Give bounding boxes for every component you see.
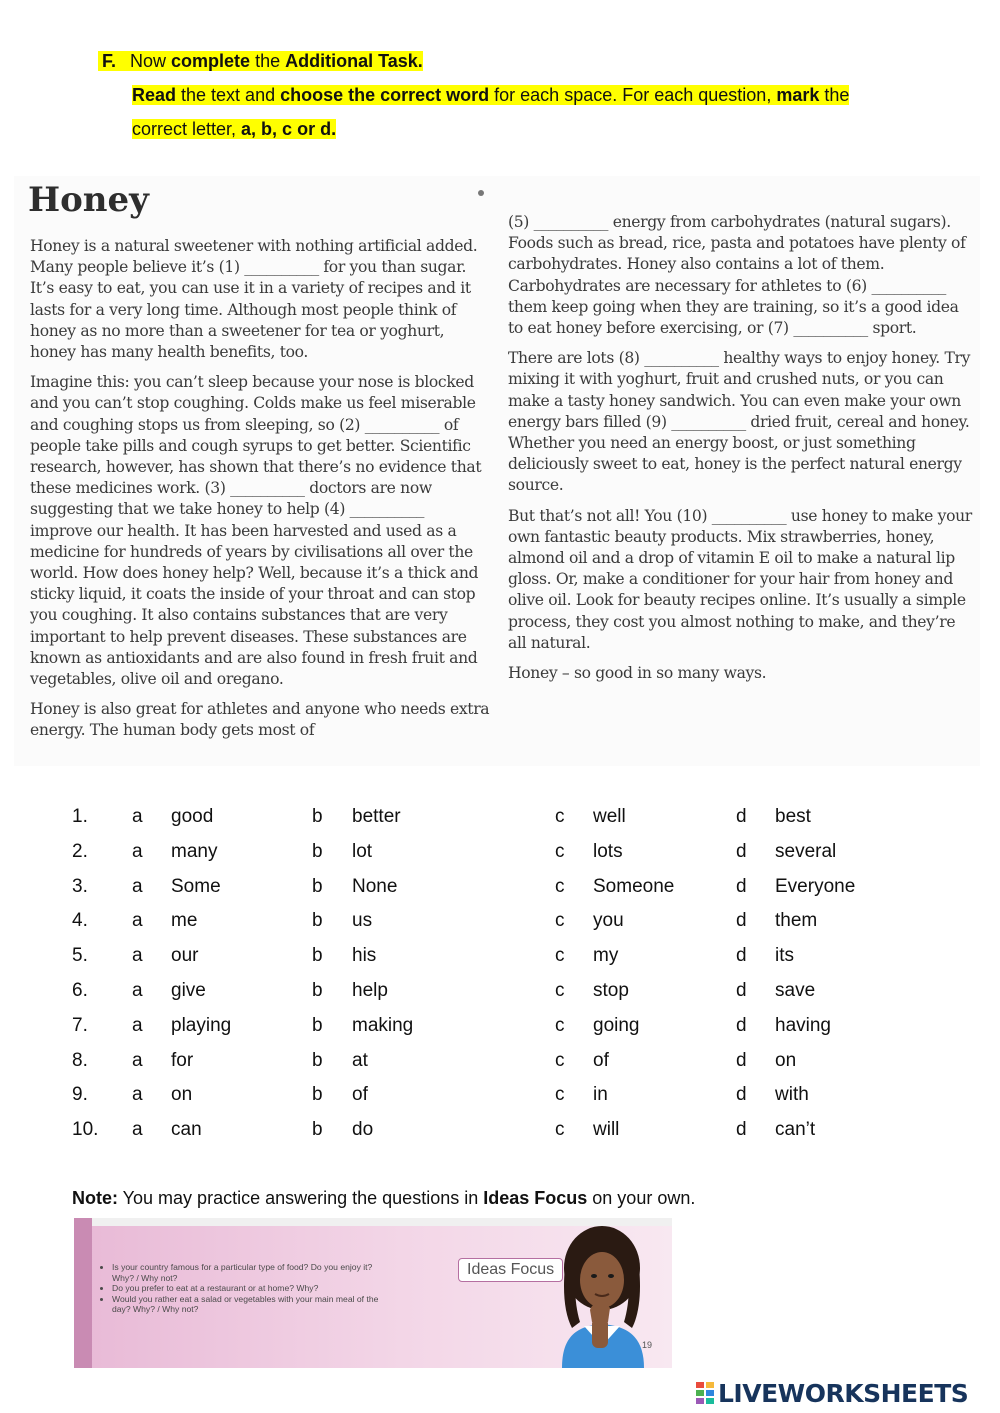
article-paragraph: But that’s not all! You (10) __________ use honey to make your own fantastic beauty products. Mix strawberries, honey, almond oil and a drop of vitamin E oil to make a natural lip gloss. Or, make a conditioner for your hair from honey and olive oil. Look for beauty recipes online. It’s usually a simple process, they cost you almost nothing to make, and they’re all natural. xyxy=(508,506,972,652)
option-letter-d: d xyxy=(736,1119,747,1141)
option-b[interactable]: us xyxy=(352,910,373,932)
question-row xyxy=(72,835,952,870)
ideas-focus-badge: Ideas Focus xyxy=(458,1258,563,1282)
ideas-question: • Is your country famous for a particular type of food? Do you enjoy it? Why? / Why not? xyxy=(112,1262,382,1283)
option-c[interactable]: well xyxy=(593,806,626,827)
option-d[interactable]: save xyxy=(775,979,816,1001)
option-d[interactable]: with xyxy=(775,1084,809,1106)
article-paragraph: Honey is a natural sweetener with nothing artificial added. Many people believe it’s (1) __________ for you than sugar. It’s easy to eat, you can use it in a variety of recipes and it lasts for a very long time. Although most people think of honey as no more than a sweetener for tea or yoghurt, honey has many health benefits, too. xyxy=(30,237,478,362)
option-letter-b: b xyxy=(312,1014,323,1036)
option-c[interactable]: going xyxy=(593,1014,640,1036)
option-letter-a: a xyxy=(132,1014,143,1036)
question-number: 3. xyxy=(72,875,88,897)
option-a[interactable]: on xyxy=(171,1084,193,1106)
option-letter-b: b xyxy=(312,1119,323,1141)
option-letter-d: d xyxy=(736,1014,747,1036)
article-scan xyxy=(14,176,980,766)
note-text: You may practice answering the questions in xyxy=(118,1188,484,1208)
article-paragraph: There are lots (8) __________ healthy ways to enjoy honey. Try mixing it with yoghurt, fruit and crushed nuts, or you can make a tasty honey sandwich. You can even make your own energy bars filled (9) __________ dried fruit, cereal and honey. Whether you need an energy boost, or just something deliciously sweet to eat, honey is the perfect natural energy source. xyxy=(508,349,971,495)
option-letter-b: b xyxy=(312,910,323,932)
option-letter-a: a xyxy=(132,840,143,862)
instr-bold: Additional Task. xyxy=(285,51,423,71)
option-d[interactable]: several xyxy=(775,840,837,862)
option-c[interactable]: of xyxy=(593,1049,609,1071)
article-paragraph: Honey is also great for athletes and anyone who needs extra energy. The human body gets most of xyxy=(30,700,490,740)
option-letter-c: c xyxy=(555,1119,565,1141)
option-b[interactable]: at xyxy=(352,1049,368,1071)
option-letter-a: a xyxy=(132,910,143,932)
option-a[interactable]: can xyxy=(171,1119,202,1141)
option-c[interactable]: will xyxy=(593,1119,620,1141)
option-letter-d: d xyxy=(736,840,747,862)
option-letter-d: d xyxy=(736,979,747,1001)
answer-options-table xyxy=(72,800,952,1148)
option-a[interactable]: for xyxy=(171,1049,194,1071)
note-label: Note: xyxy=(72,1188,118,1208)
option-a[interactable]: give xyxy=(171,979,206,1001)
question-number: 10. xyxy=(72,1119,99,1141)
question-row xyxy=(72,1044,952,1079)
option-b[interactable]: better xyxy=(352,806,401,827)
article-paragraph: (5) __________ energy from carbohydrates (natural sugars). Foods such as bread, rice, pasta and potatoes have plenty of carbohydrates. Honey also contains a lot of them. Carbohydrates are necessary for athletes to (6) __________ them keep going when they are training, so it’s a good idea to eat honey before exercising, or (7) __________ sport. xyxy=(508,213,966,338)
option-c[interactable]: you xyxy=(593,910,624,932)
option-letter-b: b xyxy=(312,979,323,1001)
option-letter-b: b xyxy=(312,806,323,827)
article-title: Honey xyxy=(28,180,149,220)
option-letter-a: a xyxy=(132,806,143,827)
option-b[interactable]: do xyxy=(352,1119,374,1141)
liveworksheets-brand xyxy=(696,1378,968,1408)
option-letter-d: d xyxy=(736,875,747,897)
option-a[interactable]: Some xyxy=(171,875,221,897)
brand-name: LIVEWORKSHEETS xyxy=(718,1378,969,1408)
option-b[interactable]: of xyxy=(352,1084,368,1106)
article-right-column xyxy=(508,212,974,693)
instr-bold: choose the correct word xyxy=(280,85,490,105)
option-letter-b: b xyxy=(312,945,323,967)
option-letter-a: a xyxy=(132,1119,143,1141)
instr-text: for each space. For each question, xyxy=(489,85,777,105)
article-left-column xyxy=(30,236,490,751)
option-letter-a: a xyxy=(132,1049,143,1071)
option-d[interactable]: its xyxy=(775,945,794,967)
option-a[interactable]: our xyxy=(171,945,199,967)
instruction-line-2 xyxy=(98,78,849,112)
question-row xyxy=(72,870,952,905)
question-number: 1. xyxy=(72,806,88,827)
ideas-focus-questions xyxy=(100,1262,382,1315)
option-letter-c: c xyxy=(555,1084,565,1106)
option-letter-a: a xyxy=(132,945,143,967)
ideas-question: • Do you prefer to eat at a restaurant or at home? Why? xyxy=(112,1283,382,1294)
option-b[interactable]: his xyxy=(352,945,377,967)
option-letter-a: a xyxy=(132,875,143,897)
section-marker: F. xyxy=(102,51,117,71)
option-b[interactable]: None xyxy=(352,875,398,897)
question-number: 8. xyxy=(72,1049,88,1071)
scan-dot xyxy=(478,190,484,196)
question-row xyxy=(72,939,952,974)
question-number: 2. xyxy=(72,840,88,862)
option-letter-c: c xyxy=(555,979,565,1001)
instruction-line-3 xyxy=(98,112,849,146)
option-c[interactable]: stop xyxy=(593,979,629,1001)
option-c[interactable]: in xyxy=(593,1084,608,1106)
article-paragraph: Imagine this: you can’t sleep because your nose is blocked and you can’t stop coughing. Colds make us feel miserable and coughing stops us from sleeping, so (2) __________ of people take pills and cough syrups to get better. Scientific research, however, has shown that there’s no evidence that these medicines work. (3) __________ doctors are now suggesting that we take honey to help (4) __________ improve our health. It has been harvested and used as a medicine for hundreds of years by civilisations all over the world. How does honey help? Well, because it’s a thick and sticky liquid, it coats the inside of your throat and can stop you coughing. It also contains substances that are very important to help prevent diseases. These substances are known as antioxidants and are also found in fresh fruit and vegetables, olive oil and oregano. xyxy=(30,373,482,689)
option-d[interactable]: having xyxy=(775,1014,831,1036)
option-letter-a: a xyxy=(132,979,143,1001)
option-letter-c: c xyxy=(555,806,565,827)
option-letter-c: c xyxy=(555,945,565,967)
option-letter-d: d xyxy=(736,910,747,932)
instr-bold: complete xyxy=(171,51,251,71)
instructions xyxy=(98,44,849,146)
option-a[interactable]: me xyxy=(171,910,198,932)
note xyxy=(72,1188,695,1209)
option-c[interactable]: lots xyxy=(593,840,623,862)
option-letter-b: b xyxy=(312,1084,323,1106)
option-c[interactable]: my xyxy=(593,945,619,967)
ideas-question: • Would you rather eat a salad or vegetables with your main meal of the day? Why? / Why not? xyxy=(112,1294,382,1315)
option-a[interactable]: many xyxy=(171,840,218,862)
question-row xyxy=(72,1113,952,1148)
option-b[interactable]: lot xyxy=(352,840,373,862)
instr-text: the xyxy=(250,51,286,71)
option-letter-c: c xyxy=(555,910,565,932)
option-letter-a: a xyxy=(132,1084,143,1106)
option-letter-c: c xyxy=(555,1014,565,1036)
banner-stripe xyxy=(74,1218,92,1368)
option-letter-b: b xyxy=(312,1049,323,1071)
question-row xyxy=(72,1009,952,1044)
option-letter-c: c xyxy=(555,1049,565,1071)
question-row xyxy=(72,904,952,939)
option-letter-b: b xyxy=(312,840,323,862)
article-paragraph: Honey – so good in so many ways. xyxy=(508,664,767,683)
instr-text: correct letter, xyxy=(132,119,242,139)
option-d[interactable]: on xyxy=(775,1049,797,1071)
option-d[interactable]: Everyone xyxy=(775,875,856,897)
option-letter-c: c xyxy=(555,875,565,897)
instr-text: the xyxy=(819,85,850,105)
liveworksheets-logo-icon xyxy=(696,1382,714,1404)
question-row xyxy=(72,1078,952,1113)
option-c[interactable]: Someone xyxy=(593,875,675,897)
option-letter-d: d xyxy=(736,945,747,967)
question-number: 9. xyxy=(72,1084,88,1106)
instr-bold: mark xyxy=(776,85,820,105)
question-number: 4. xyxy=(72,910,88,932)
option-letter-c: c xyxy=(555,840,565,862)
option-letter-d: d xyxy=(736,1049,747,1071)
instr-text: the text and xyxy=(176,85,281,105)
instruction-line-1 xyxy=(98,44,849,78)
question-row xyxy=(72,974,952,1009)
question-number: 7. xyxy=(72,1014,88,1036)
question-number: 6. xyxy=(72,979,88,1001)
instr-bold: a, b, c or d. xyxy=(241,119,337,139)
instr-text: Now xyxy=(130,51,172,71)
option-a[interactable]: playing xyxy=(171,1014,232,1036)
question-row xyxy=(72,800,952,835)
option-d[interactable]: best xyxy=(775,806,811,827)
instr-bold: Read xyxy=(132,85,177,105)
option-letter-d: d xyxy=(736,806,747,827)
note-text: on your own. xyxy=(587,1188,696,1208)
option-a[interactable]: good xyxy=(171,806,214,827)
note-bold: Ideas Focus xyxy=(483,1188,588,1208)
option-letter-d: d xyxy=(736,1084,747,1106)
ideas-focus-banner xyxy=(74,1218,672,1368)
option-b[interactable]: making xyxy=(352,1014,414,1036)
option-d[interactable]: them xyxy=(775,910,818,932)
option-d[interactable]: can’t xyxy=(775,1119,816,1141)
option-b[interactable]: help xyxy=(352,979,388,1001)
option-letter-b: b xyxy=(312,875,323,897)
page-number: 19 xyxy=(642,1340,653,1350)
question-number: 5. xyxy=(72,945,88,967)
